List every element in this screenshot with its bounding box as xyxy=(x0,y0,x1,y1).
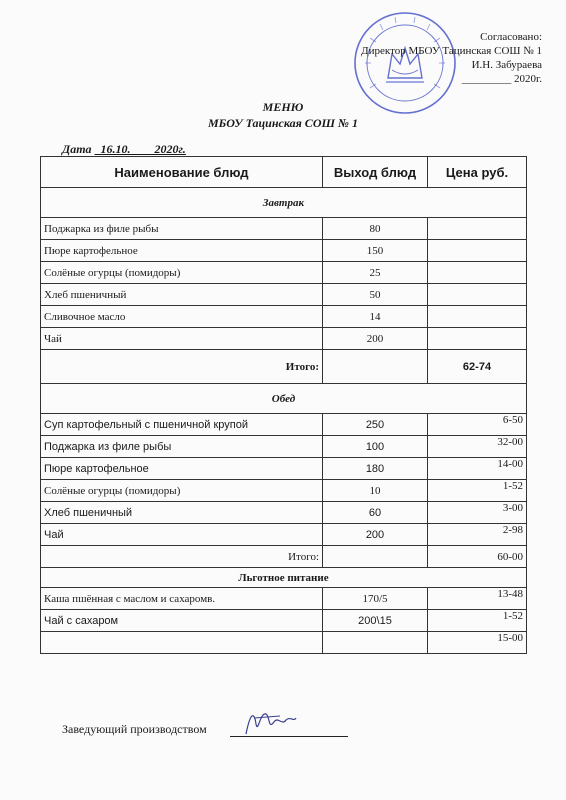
dish-yield: 50 xyxy=(323,284,428,306)
dish-name: Солёные огурцы (помидоры) xyxy=(41,262,323,284)
dish-yield: 250 xyxy=(323,414,428,436)
approval-block xyxy=(361,30,542,86)
dish-price xyxy=(428,240,527,262)
dish-yield: 200 xyxy=(323,328,428,350)
table-row xyxy=(41,218,527,240)
dish-name: Чай xyxy=(41,328,323,350)
dish-price: 3-00 xyxy=(428,502,527,524)
dish-yield: 200 xyxy=(323,524,428,546)
section-lunch xyxy=(41,384,527,414)
dish-yield: 180 xyxy=(323,458,428,480)
approval-agreed-label: Согласовано: xyxy=(480,31,542,43)
dish-name: Хлеб пшеничный xyxy=(41,284,323,306)
dish-price: 1-52 xyxy=(428,480,527,502)
dish-yield: 80 xyxy=(323,218,428,240)
table-row xyxy=(41,328,527,350)
dish-price: 14-00 xyxy=(428,458,527,480)
table-header-row xyxy=(41,157,527,188)
dish-yield: 10 xyxy=(323,480,428,502)
table-row xyxy=(41,458,527,480)
benefit-total: 15-00 xyxy=(428,632,527,654)
dish-yield: 25 xyxy=(323,262,428,284)
date-value: 16.10. 2020г. xyxy=(100,142,186,156)
dish-price xyxy=(428,262,527,284)
benefit-total-row xyxy=(41,632,527,654)
dish-yield: 14 xyxy=(323,306,428,328)
menu-date xyxy=(62,142,186,157)
table-row xyxy=(41,524,527,546)
dish-name: Каша пшённая с маслом и сахаромв. xyxy=(41,588,323,610)
table-row xyxy=(41,240,527,262)
table-row xyxy=(41,436,527,458)
dish-name: Хлеб пшеничный xyxy=(41,502,323,524)
dish-yield: 200\15 xyxy=(323,610,428,632)
dish-name: Поджарка из филе рыбы xyxy=(41,436,323,458)
dish-name: Суп картофельный с пшеничной крупой xyxy=(41,414,323,436)
dish-price: 1-52 xyxy=(428,610,527,632)
date-label: Дата xyxy=(62,142,92,156)
table-row xyxy=(41,262,527,284)
table-row xyxy=(41,480,527,502)
approval-date-line: _________ 2020г. xyxy=(461,73,542,85)
col-header-price: Цена руб. xyxy=(428,157,527,188)
col-header-yield: Выход блюд xyxy=(323,157,428,188)
dish-name: Чай xyxy=(41,524,323,546)
dish-price: 13-48 xyxy=(428,588,527,610)
page-subtitle: МБОУ Тацинская СОШ № 1 xyxy=(208,116,358,130)
dish-name: Пюре картофельное xyxy=(41,458,323,480)
dish-name: Поджарка из филе рыбы xyxy=(41,218,323,240)
dish-price: 32-00 xyxy=(428,436,527,458)
dish-yield: 60 xyxy=(323,502,428,524)
total-label: Итого: xyxy=(41,546,323,568)
breakfast-total: 62-74 xyxy=(428,350,527,384)
approval-director-name: И.Н. Забураева xyxy=(471,59,542,71)
dish-price xyxy=(428,218,527,240)
approval-director-line: Директор МБОУ Тацинская СОШ № 1 xyxy=(361,45,542,57)
col-header-name: Наименование блюд xyxy=(41,157,323,188)
dish-name: Чай с сахаром xyxy=(41,610,323,632)
table-row xyxy=(41,502,527,524)
signature-mark xyxy=(240,704,300,740)
dish-yield: 170/5 xyxy=(323,588,428,610)
dish-yield: 100 xyxy=(323,436,428,458)
dish-price: 2-98 xyxy=(428,524,527,546)
dish-price xyxy=(428,284,527,306)
lunch-total: 60-00 xyxy=(428,546,527,568)
lunch-total-row xyxy=(41,546,527,568)
section-title: Завтрак xyxy=(41,188,527,218)
footer-label: Заведующий производством xyxy=(62,722,207,736)
total-label: Итого: xyxy=(41,350,323,384)
table-row xyxy=(41,610,527,632)
dish-name: Пюре картофельное xyxy=(41,240,323,262)
table-row xyxy=(41,588,527,610)
section-breakfast xyxy=(41,188,527,218)
dish-yield: 150 xyxy=(323,240,428,262)
dish-price xyxy=(428,306,527,328)
section-title: Льготное питание xyxy=(41,568,527,588)
menu-table xyxy=(40,156,527,654)
page-title: МЕНЮ xyxy=(262,100,304,114)
table-row xyxy=(41,306,527,328)
table-row xyxy=(41,414,527,436)
breakfast-total-row xyxy=(41,350,527,384)
dish-price: 6-50 xyxy=(428,414,527,436)
section-title: Обед xyxy=(41,384,527,414)
table-row xyxy=(41,284,527,306)
dish-name: Сливочное масло xyxy=(41,306,323,328)
section-benefit xyxy=(41,568,527,588)
dish-name: Солёные огурцы (помидоры) xyxy=(41,480,323,502)
dish-price xyxy=(428,328,527,350)
